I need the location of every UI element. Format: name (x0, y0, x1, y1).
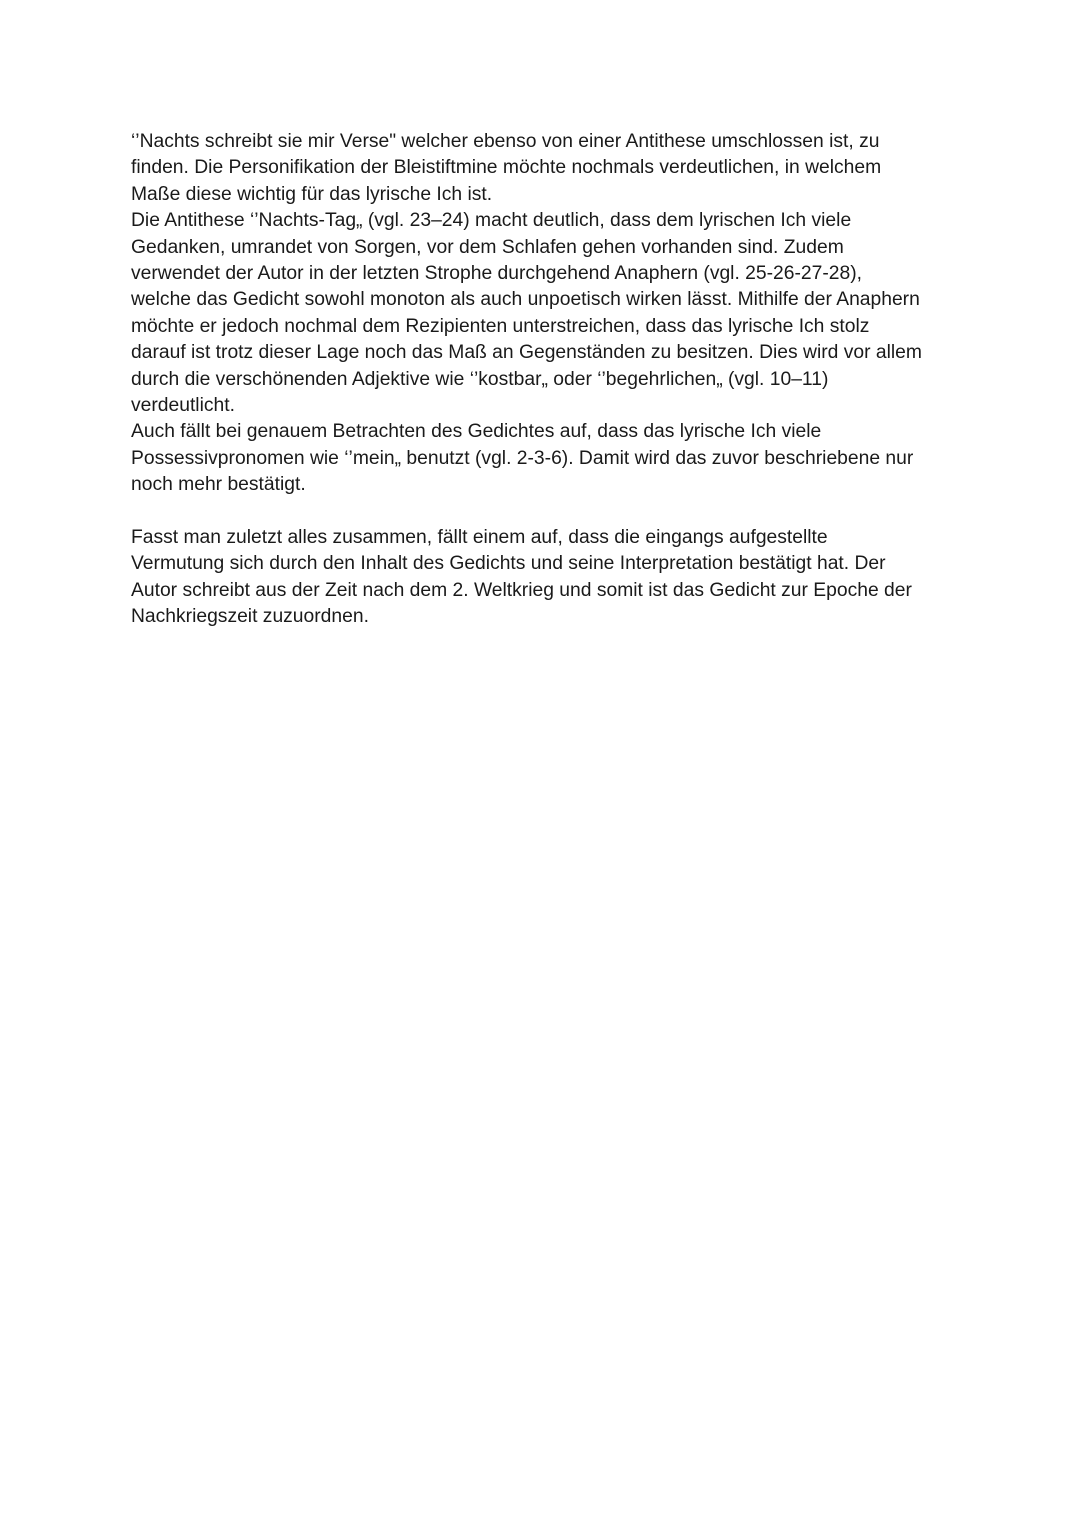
text-line: Maße diese wichtig für das lyrische Ich ist. (131, 183, 493, 205)
text-line: ‘’Nachts schreibt sie mir Verse" welcher ebenso von einer Antithese umschlossen ist, zu (131, 131, 880, 152)
text-line: Autor schreibt aus der Zeit nach dem 2. Weltkrieg und somit ist das Gedicht zur Epoche der (131, 579, 912, 601)
text-line: Possessivpronomen wie ‘’mein„ benutzt (vgl. 2-3-6). Damit wird das zuvor beschriebene nur (131, 447, 914, 469)
text-line: Auch fällt bei genauem Betrachten des Gedichtes auf, dass das lyrische Ich viele (131, 421, 822, 443)
text-line: verwendet der Autor in der letzten Strophe durchgehend Anaphern (vgl. 25-26-27-28), (131, 262, 863, 284)
paragraph-analysis (131, 129, 961, 498)
text-line: Fasst man zuletzt alles zusammen, fällt einem auf, dass die eingangs aufgestellte (131, 526, 828, 548)
text-line: verdeutlicht. (131, 394, 235, 416)
paragraph-spacer (131, 498, 961, 524)
text-line: durch die verschönenden Adjektive wie ‘’kostbar„ oder ‘’begehrlichen„ (vgl. 10–11) (131, 368, 829, 390)
text-line: finden. Die Personifikation der Bleistiftmine möchte nochmals verdeutlichen, in welchem (131, 157, 882, 179)
document-text (131, 129, 961, 630)
text-line: Nachkriegszeit zuzuordnen. (131, 606, 369, 628)
text-line: Vermutung sich durch den Inhalt des Gedichts und seine Interpretation bestätigt hat. Der (131, 553, 886, 575)
text-line: welche das Gedicht sowohl monoton als auch unpoetisch wirken lässt. Mithilfe der Anaphern (131, 289, 920, 311)
text-line: möchte er jedoch nochmal dem Rezipienten unterstreichen, dass das lyrische Ich stolz (131, 315, 870, 337)
text-line: Die Antithese ‘’Nachts-Tag„ (vgl. 23–24) macht deutlich, dass dem lyrischen Ich viele (131, 210, 852, 232)
text-line: Gedanken, umrandet von Sorgen, vor dem Schlafen gehen vorhanden sind. Zudem (131, 236, 844, 258)
paragraph-conclusion (131, 525, 961, 631)
text-line: darauf ist trotz dieser Lage noch das Maß an Gegenständen zu besitzen. Dies wird vor allem (131, 342, 922, 364)
text-line: noch mehr bestätigt. (131, 474, 306, 496)
